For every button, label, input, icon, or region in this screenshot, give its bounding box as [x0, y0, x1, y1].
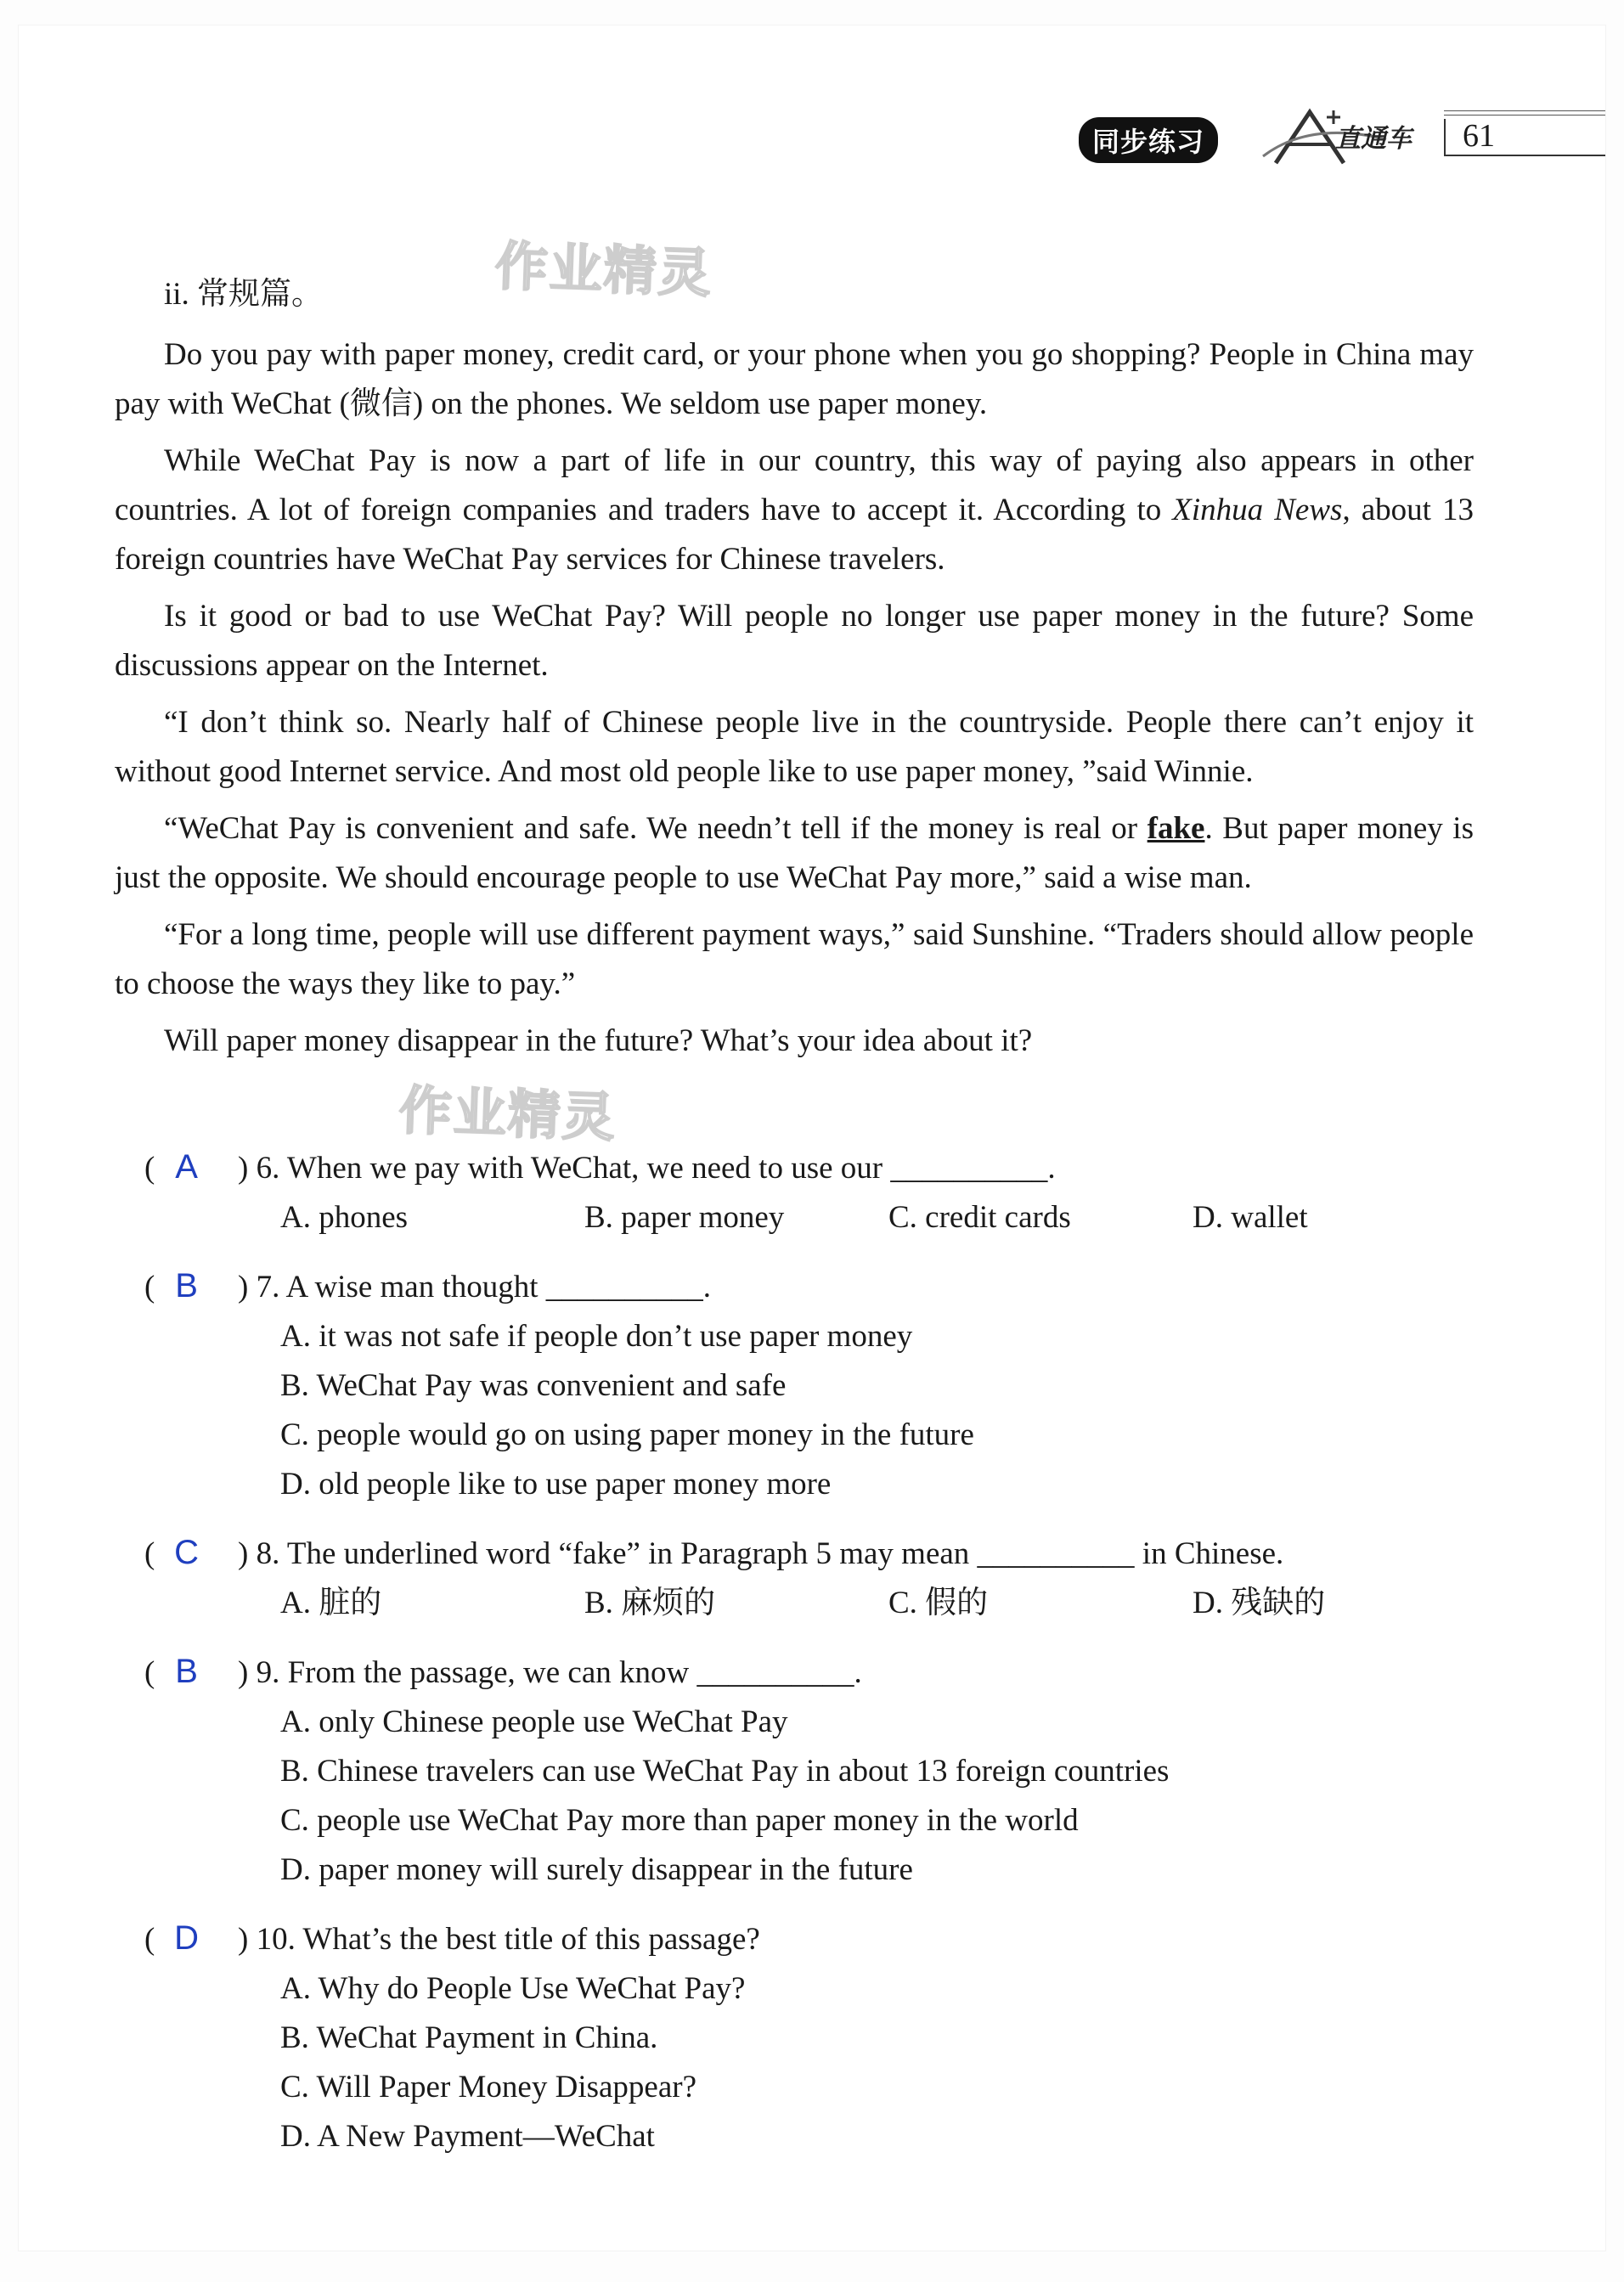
page-number: 61: [1444, 119, 1605, 156]
answer-mark: B: [175, 1653, 198, 1690]
option: A. 脏的: [280, 1586, 382, 1620]
question-8: [144, 1528, 1503, 1628]
question-stem: [144, 1647, 1503, 1698]
answer-paren: [144, 1647, 238, 1698]
paragraph-text: . But paper money is just the opposite. We should encourage people to use WeChat Pay more,” said a wise man.: [115, 811, 1474, 895]
question-stem: [144, 1913, 1503, 1964]
section-badge: 同步练习: [1079, 117, 1218, 163]
question-text: ) 6. When we pay with WeChat, we need to use our __________.: [238, 1151, 1056, 1186]
option: C. credit cards: [888, 1200, 1071, 1235]
section-title: ii. 常规篇。: [164, 277, 324, 312]
answer-paren: [144, 1261, 238, 1312]
paren-open: (: [144, 1151, 155, 1186]
options-row: [144, 1579, 1503, 1628]
question-6: [144, 1142, 1503, 1242]
paren-open: (: [144, 1655, 155, 1690]
answer-mark: A: [175, 1148, 198, 1186]
passage: [115, 268, 1474, 1073]
option: D. paper money will surely disappear in the future: [280, 1852, 913, 1887]
option: C. Will Paper Money Disappear?: [280, 2070, 697, 2105]
answer-paren: [144, 1142, 238, 1193]
option: B. WeChat Payment in China.: [280, 2020, 658, 2055]
option: D. old people like to use paper money more: [280, 1467, 832, 1502]
logo: [1259, 104, 1429, 172]
option: C. people use WeChat Pay more than paper money in the world: [280, 1803, 1079, 1838]
page-header: [1079, 110, 1605, 161]
paragraph: Will paper money disappear in the future? What’s your idea about it?: [164, 1023, 1033, 1058]
paragraph: “For a long time, people will use different payment ways,” said Sunshine. “Traders should allow people to choose the ways they like to pay.”: [115, 917, 1474, 1001]
answer-paren: [144, 1528, 238, 1579]
question-stem: [144, 1261, 1503, 1312]
answer-paren: [144, 1913, 238, 1964]
paren-open: (: [144, 1922, 155, 1957]
option: B. Chinese travelers can use WeChat Pay in about 13 foreign countries: [280, 1754, 1170, 1789]
paragraph-text: “WeChat Pay is convenient and safe. We needn’t tell if the money is real or: [164, 811, 1148, 846]
question-10: [144, 1913, 1503, 2161]
question-9: [144, 1647, 1503, 1895]
paragraph: Do you pay with paper money, credit card, or your phone when you go shopping? People in China may pay with WeChat (微信) on the phones. We seldom use paper money.: [115, 337, 1474, 421]
option: C. people would go on using paper money in the future: [280, 1417, 974, 1452]
paragraph: [115, 804, 1474, 903]
question-text: ) 8. The underlined word “fake” in Paragraph 5 may mean __________ in Chinese.: [238, 1536, 1284, 1571]
paragraph-text: , about 13 foreign countries have WeChat Pay services for Chinese travelers.: [115, 493, 1475, 577]
option: A. it was not safe if people don’t use paper money: [280, 1319, 913, 1354]
answer-mark: B: [175, 1267, 198, 1304]
watermark: 作业精灵: [398, 1079, 618, 1149]
question-stem: [144, 1528, 1503, 1579]
question-list: [144, 1142, 1503, 2180]
question-7: [144, 1261, 1503, 1509]
option: D. A New Payment—WeChat: [280, 2119, 655, 2154]
source-name: Xinhua News: [1172, 493, 1343, 527]
option: A. Why do People Use WeChat Pay?: [280, 1971, 746, 2006]
answer-mark: D: [174, 1919, 200, 1957]
paragraph: [115, 437, 1474, 584]
answer-mark: C: [174, 1534, 200, 1571]
option: B. 麻烦的: [584, 1586, 716, 1620]
question-text: ) 9. From the passage, we can know __________.: [238, 1655, 862, 1690]
option: B. paper money: [584, 1200, 785, 1235]
paren-open: (: [144, 1270, 155, 1304]
paragraph-text: While WeChat Pay is now a part of life in our country, this way of paying also appears in other countries. A lot of foreign companies and traders have to accept it. According to: [115, 443, 1474, 527]
option: A. phones: [280, 1200, 409, 1235]
option: B. WeChat Pay was convenient and safe: [280, 1368, 787, 1403]
question-stem: [144, 1142, 1503, 1193]
paren-open: (: [144, 1536, 155, 1571]
header-rule: [1444, 115, 1605, 116]
header-rule: [1444, 110, 1605, 111]
paragraph: Is it good or bad to use WeChat Pay? Will people no longer use paper money in the future? Some discussions appear on the Internet.: [115, 599, 1474, 683]
option: D. 残缺的: [1193, 1586, 1326, 1620]
watermark: 作业精灵: [493, 234, 714, 305]
logo-text: 直通车: [1335, 124, 1412, 154]
option: A. only Chinese people use WeChat Pay: [280, 1704, 788, 1739]
option: D. wallet: [1193, 1200, 1308, 1235]
question-text: ) 7. A wise man thought __________.: [238, 1270, 712, 1304]
option: C. 假的: [888, 1586, 989, 1620]
options-row: [144, 1193, 1503, 1242]
question-text: ) 10. What’s the best title of this passage?: [238, 1922, 760, 1957]
paragraph: “I don’t think so. Nearly half of Chinese people live in the countryside. People there can’t enjoy it without good Internet service. And most old people like to use paper money, ”said Winnie.: [115, 705, 1474, 789]
underlined-word: fake: [1147, 811, 1205, 846]
